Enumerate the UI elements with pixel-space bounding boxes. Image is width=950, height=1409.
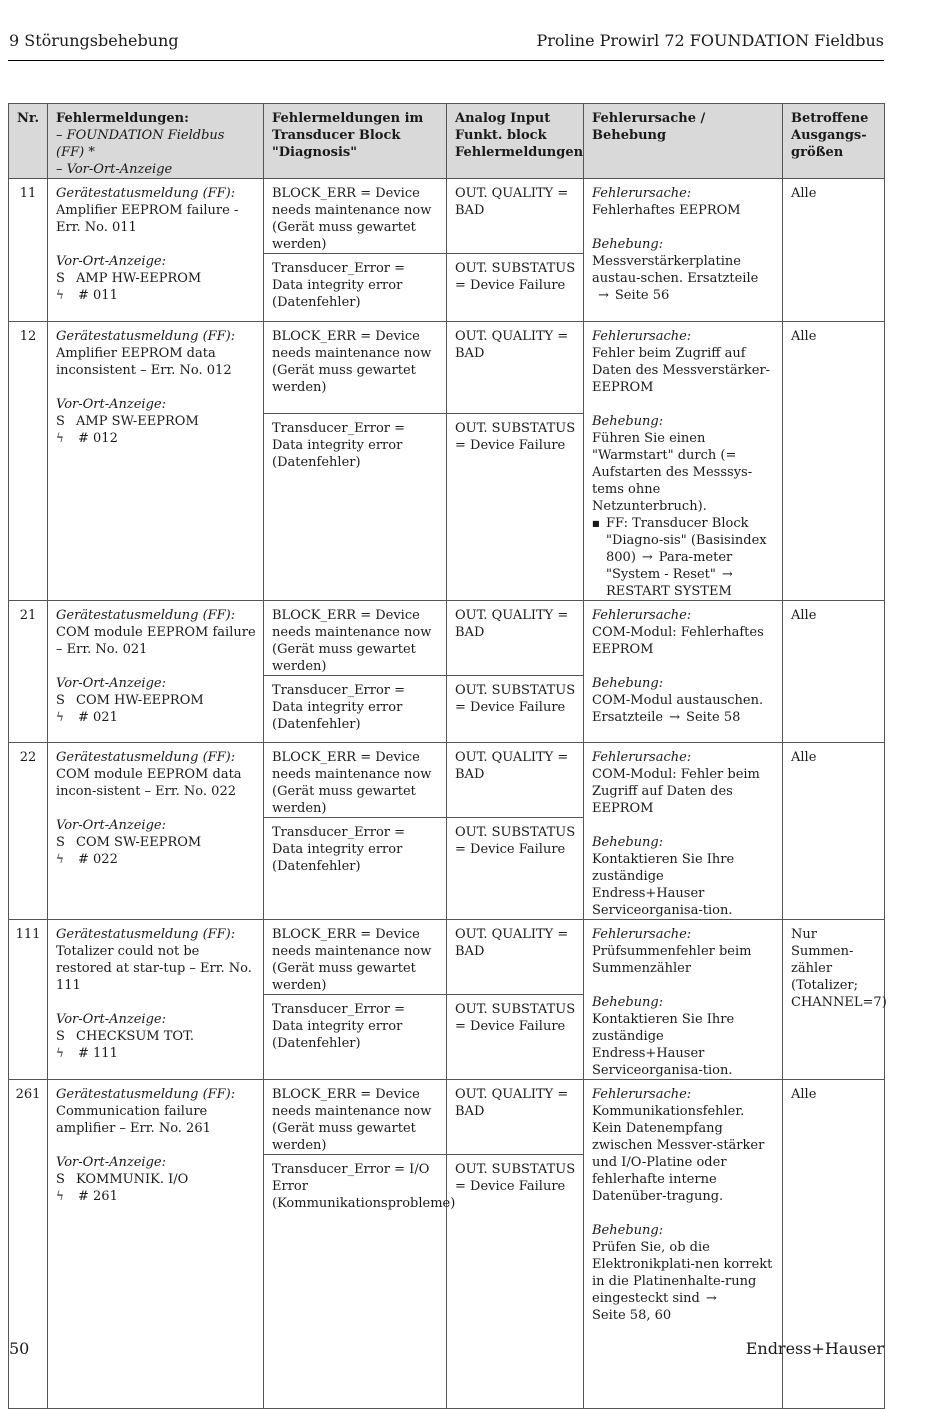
fix-ref: Seite 56: [614, 288, 670, 303]
ai-quality: OUT. QUALITY = BAD: [447, 322, 584, 414]
col-messages-title: Fehlermeldungen:: [56, 111, 189, 126]
fix-text: Kontaktieren Sie Ihre zuständige Endress+Hauser Serviceorganisa-tion.: [592, 852, 735, 918]
col-cause: Fehlerursache / Behebung: [584, 104, 783, 179]
local-text: AMP HW-EEPROM: [76, 271, 202, 286]
fix-label: Behebung:: [592, 995, 664, 1010]
row-cause: [584, 1080, 783, 1409]
col-messages: [48, 104, 264, 179]
local-label: Vor-Ort-Anzeige:: [56, 397, 166, 412]
ff-label: Gerätestatusmeldung (FF):: [56, 329, 236, 344]
fix-label: Behebung:: [592, 414, 664, 429]
fix-label: Behebung:: [592, 1223, 664, 1238]
col-ai: Analog Input Funkt. block Fehlermeldungen: [447, 104, 584, 179]
row-messages: [48, 1080, 264, 1409]
local-label: Vor-Ort-Anzeige:: [56, 1155, 166, 1170]
ff-text: COM module EEPROM failure – Err. No. 021: [56, 625, 256, 657]
td-transducer-error: Transducer_Error = Data integrity error (Datenfehler): [264, 995, 447, 1080]
row-messages: [48, 601, 264, 743]
row-affected: Alle: [783, 601, 885, 743]
ff-text: COM module EEPROM data incon-sistent – Err. No. 022: [56, 767, 242, 799]
ff-label: Gerätestatusmeldung (FF):: [56, 608, 236, 623]
local-label: Vor-Ort-Anzeige:: [56, 1012, 166, 1027]
arrow-right-icon: →: [721, 567, 733, 582]
local-text: AMP SW-EEPROM: [76, 414, 199, 429]
list-item: [606, 515, 775, 600]
table-row: [9, 743, 885, 818]
cause-text: COM-Modul: Fehler beim Zugriff auf Daten des EEPROM: [592, 767, 760, 816]
col-affected: Betroffene Ausgangs-größen: [783, 104, 885, 179]
status-s: S: [56, 1029, 65, 1044]
header-chapter: 9 Störungsbehebung: [9, 31, 179, 50]
footer-page-number: 50: [9, 1339, 30, 1358]
cause-label: Fehlerursache:: [592, 750, 692, 765]
row-nr: 261: [9, 1080, 48, 1409]
cause-text: Fehler beim Zugriff auf Daten des Messverstärker-EEPROM: [592, 346, 771, 395]
fix-ref: Seite 58, 60: [592, 1308, 672, 1323]
arrow-right-icon: →: [641, 550, 653, 565]
fix-text: Führen Sie einen "Warmstart" durch (= Aufstarten des Messsys-tems ohne Netzunterbruch).: [592, 431, 753, 514]
row-cause: [584, 920, 783, 1080]
status-s: S: [56, 271, 65, 286]
fix-bullet-a: FF: Transducer Block "Diagno-sis" (Basisindex 800): [606, 516, 767, 565]
arrow-right-icon: →: [705, 1291, 717, 1306]
fix-label: Behebung:: [592, 676, 664, 691]
row-affected: Alle: [783, 179, 885, 322]
lightning-icon: ϟ: [56, 431, 64, 445]
row-nr: 111: [9, 920, 48, 1080]
row-affected: Alle: [783, 1080, 885, 1409]
td-block-err: BLOCK_ERR = Device needs maintenance now (Gerät muss gewartet werden): [264, 179, 447, 254]
row-nr: 21: [9, 601, 48, 743]
cause-label: Fehlerursache:: [592, 1087, 692, 1102]
cause-label: Fehlerursache:: [592, 608, 692, 623]
local-code: # 261: [78, 1189, 118, 1204]
status-s: S: [56, 1172, 65, 1187]
row-affected: Nur Summen-zähler (Totalizer; CHANNEL=7): [783, 920, 885, 1080]
ai-substatus: OUT. SUBSTATUS = Device Failure: [447, 818, 584, 920]
header-product: Proline Prowirl 72 FOUNDATION Fieldbus: [536, 31, 884, 50]
fix-text: Prüfen Sie, ob die Elektronikplati-nen korrekt in die Platinenhalte-rung eingesteckt sind: [592, 1240, 773, 1306]
row-affected: Alle: [783, 322, 885, 601]
ai-substatus: OUT. SUBSTATUS = Device Failure: [447, 995, 584, 1080]
fix-text: Kontaktieren Sie Ihre zuständige Endress+Hauser Serviceorganisa-tion.: [592, 1012, 735, 1078]
cause-label: Fehlerursache:: [592, 186, 692, 201]
col-messages-sub1: – FOUNDATION Fieldbus (FF) *: [56, 128, 225, 160]
arrow-right-icon: →: [669, 710, 681, 725]
table-row: [9, 601, 885, 676]
cause-text: Prüfsummenfehler beim Summenzähler: [592, 944, 752, 976]
local-code: # 012: [78, 431, 118, 446]
lightning-icon: ϟ: [56, 1189, 64, 1203]
ff-label: Gerätestatusmeldung (FF):: [56, 750, 236, 765]
footer-brand: Endress+Hauser: [745, 1339, 884, 1358]
ff-label: Gerätestatusmeldung (FF):: [56, 927, 236, 942]
local-text: COM SW-EEPROM: [76, 835, 202, 850]
td-block-err: BLOCK_ERR = Device needs maintenance now (Gerät muss gewartet werden): [264, 743, 447, 818]
local-text: COM HW-EEPROM: [76, 693, 204, 708]
ff-label: Gerätestatusmeldung (FF):: [56, 186, 236, 201]
lightning-icon: ϟ: [56, 288, 64, 302]
ff-text: Amplifier EEPROM data inconsistent – Err. No. 012: [56, 346, 232, 378]
ff-text: Communication failure amplifier – Err. No. 261: [56, 1104, 211, 1136]
row-messages: [48, 179, 264, 322]
row-nr: 12: [9, 322, 48, 601]
td-transducer-error: Transducer_Error = Data integrity error (Datenfehler): [264, 254, 447, 322]
status-s: S: [56, 414, 65, 429]
td-block-err: BLOCK_ERR = Device needs maintenance now (Gerät muss gewartet werden): [264, 601, 447, 676]
fix-text: COM-Modul austauschen. Ersatzteile: [592, 693, 764, 725]
local-label: Vor-Ort-Anzeige:: [56, 254, 166, 269]
row-cause: [584, 743, 783, 920]
error-table: [8, 103, 885, 1409]
local-code: # 021: [78, 710, 118, 725]
row-cause: [584, 322, 783, 601]
header-rule: [8, 60, 884, 61]
col-messages-sub2: – Vor-Ort-Anzeige: [56, 162, 173, 177]
fix-ref: Seite 58: [686, 710, 741, 725]
local-code: # 111: [78, 1046, 118, 1061]
ai-quality: OUT. QUALITY = BAD: [447, 179, 584, 254]
row-affected: Alle: [783, 743, 885, 920]
status-s: S: [56, 693, 65, 708]
fix-bullet-list: [592, 515, 775, 600]
td-block-err: BLOCK_ERR = Device needs maintenance now (Gerät muss gewartet werden): [264, 1080, 447, 1155]
table-header-row: [9, 104, 885, 179]
ff-label: Gerätestatusmeldung (FF):: [56, 1087, 236, 1102]
td-transducer-error: Transducer_Error = I/O Error (Kommunikationsprobleme): [264, 1155, 447, 1409]
row-nr: 11: [9, 179, 48, 322]
local-code: # 011: [78, 288, 118, 303]
td-transducer-error: Transducer_Error = Data integrity error (Datenfehler): [264, 818, 447, 920]
row-messages: [48, 322, 264, 601]
table-row: [9, 322, 885, 414]
fix-label: Behebung:: [592, 835, 664, 850]
local-code: # 022: [78, 852, 118, 867]
ai-quality: OUT. QUALITY = BAD: [447, 920, 584, 995]
cause-text: Kommunikationsfehler. Kein Datenempfang zwischen Messver-stärker und I/O-Platine oder fehlerhafte interne Datenüber-tragung.: [592, 1104, 765, 1204]
status-s: S: [56, 835, 65, 850]
local-label: Vor-Ort-Anzeige:: [56, 676, 166, 691]
td-transducer-error: Transducer_Error = Data integrity error (Datenfehler): [264, 414, 447, 601]
row-cause: [584, 601, 783, 743]
lightning-icon: ϟ: [56, 1046, 64, 1060]
table-row: [9, 179, 885, 254]
arrow-right-icon: →: [598, 288, 609, 303]
col-nr: Nr.: [9, 104, 48, 179]
row-messages: [48, 920, 264, 1080]
ai-quality: OUT. QUALITY = BAD: [447, 743, 584, 818]
table-row: [9, 1080, 885, 1155]
local-text: KOMMUNIK. I/O: [76, 1172, 189, 1187]
ai-substatus: OUT. SUBSTATUS = Device Failure: [447, 254, 584, 322]
fix-bullet-c: RESTART SYSTEM: [606, 584, 732, 599]
fix-text: Messverstärkerplatine austau-schen. Ersatzteile: [592, 254, 759, 286]
local-text: CHECKSUM TOT.: [76, 1029, 194, 1044]
cause-text: COM-Modul: Fehlerhaftes EEPROM: [592, 625, 764, 657]
ai-substatus: OUT. SUBSTATUS = Device Failure: [447, 676, 584, 743]
local-label: Vor-Ort-Anzeige:: [56, 818, 166, 833]
ai-substatus: OUT. SUBSTATUS = Device Failure: [447, 414, 584, 601]
td-block-err: BLOCK_ERR = Device needs maintenance now (Gerät muss gewartet werden): [264, 920, 447, 995]
cause-label: Fehlerursache:: [592, 927, 692, 942]
ai-quality: OUT. QUALITY = BAD: [447, 601, 584, 676]
ff-text: Amplifier EEPROM failure - Err. No. 011: [56, 203, 239, 235]
td-transducer-error: Transducer_Error = Data integrity error (Datenfehler): [264, 676, 447, 743]
ai-quality: OUT. QUALITY = BAD: [447, 1080, 584, 1155]
row-messages: [48, 743, 264, 920]
td-block-err: BLOCK_ERR = Device needs maintenance now (Gerät muss gewartet werden): [264, 322, 447, 414]
row-nr: 22: [9, 743, 48, 920]
lightning-icon: ϟ: [56, 710, 64, 724]
fix-label: Behebung:: [592, 237, 664, 252]
lightning-icon: ϟ: [56, 852, 64, 866]
row-cause: [584, 179, 783, 322]
col-transducer: Fehlermeldungen im Transducer Block "Diagnosis": [264, 104, 447, 179]
ff-text: Totalizer could not be restored at star-tup – Err. No. 111: [56, 944, 252, 993]
ai-substatus: OUT. SUBSTATUS = Device Failure: [447, 1155, 584, 1409]
table-row: [9, 920, 885, 995]
cause-text: Fehlerhaftes EEPROM: [592, 203, 741, 218]
cause-label: Fehlerursache:: [592, 329, 692, 344]
fix-bullet-b: Para-meter "System - Reset": [606, 550, 733, 582]
